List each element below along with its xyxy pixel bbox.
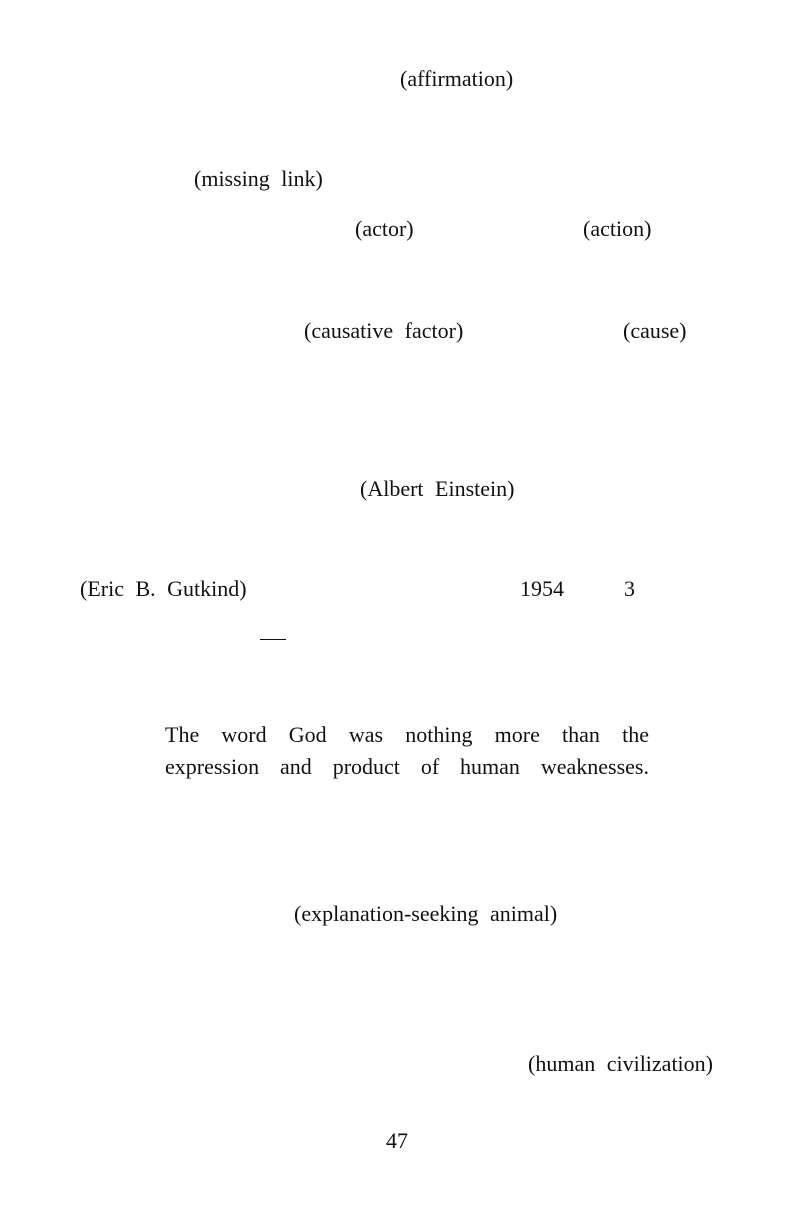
em-dash xyxy=(260,639,286,640)
term-explanation-seeking-animal: (explanation-seeking animal) xyxy=(294,901,558,926)
quote-line-2: expression and product of human weaknesses. xyxy=(165,754,649,779)
term-albert-einstein: (Albert Einstein) xyxy=(360,476,515,501)
term-month: 3 xyxy=(624,576,635,601)
term-human-civilization: (human civilization) xyxy=(528,1051,713,1076)
term-cause: (cause) xyxy=(623,318,687,343)
term-missing-link: (missing link) xyxy=(194,166,323,191)
term-actor: (actor) xyxy=(355,216,414,241)
term-year: 1954 xyxy=(520,576,564,601)
term-eric-gutkind: (Eric B. Gutkind) xyxy=(80,576,247,601)
page-number: 47 xyxy=(386,1128,408,1153)
quote-line-1: The word God was nothing more than the xyxy=(165,722,649,747)
term-affirmation: (affirmation) xyxy=(400,66,514,91)
term-action: (action) xyxy=(583,216,652,241)
term-causative-factor: (causative factor) xyxy=(304,318,464,343)
